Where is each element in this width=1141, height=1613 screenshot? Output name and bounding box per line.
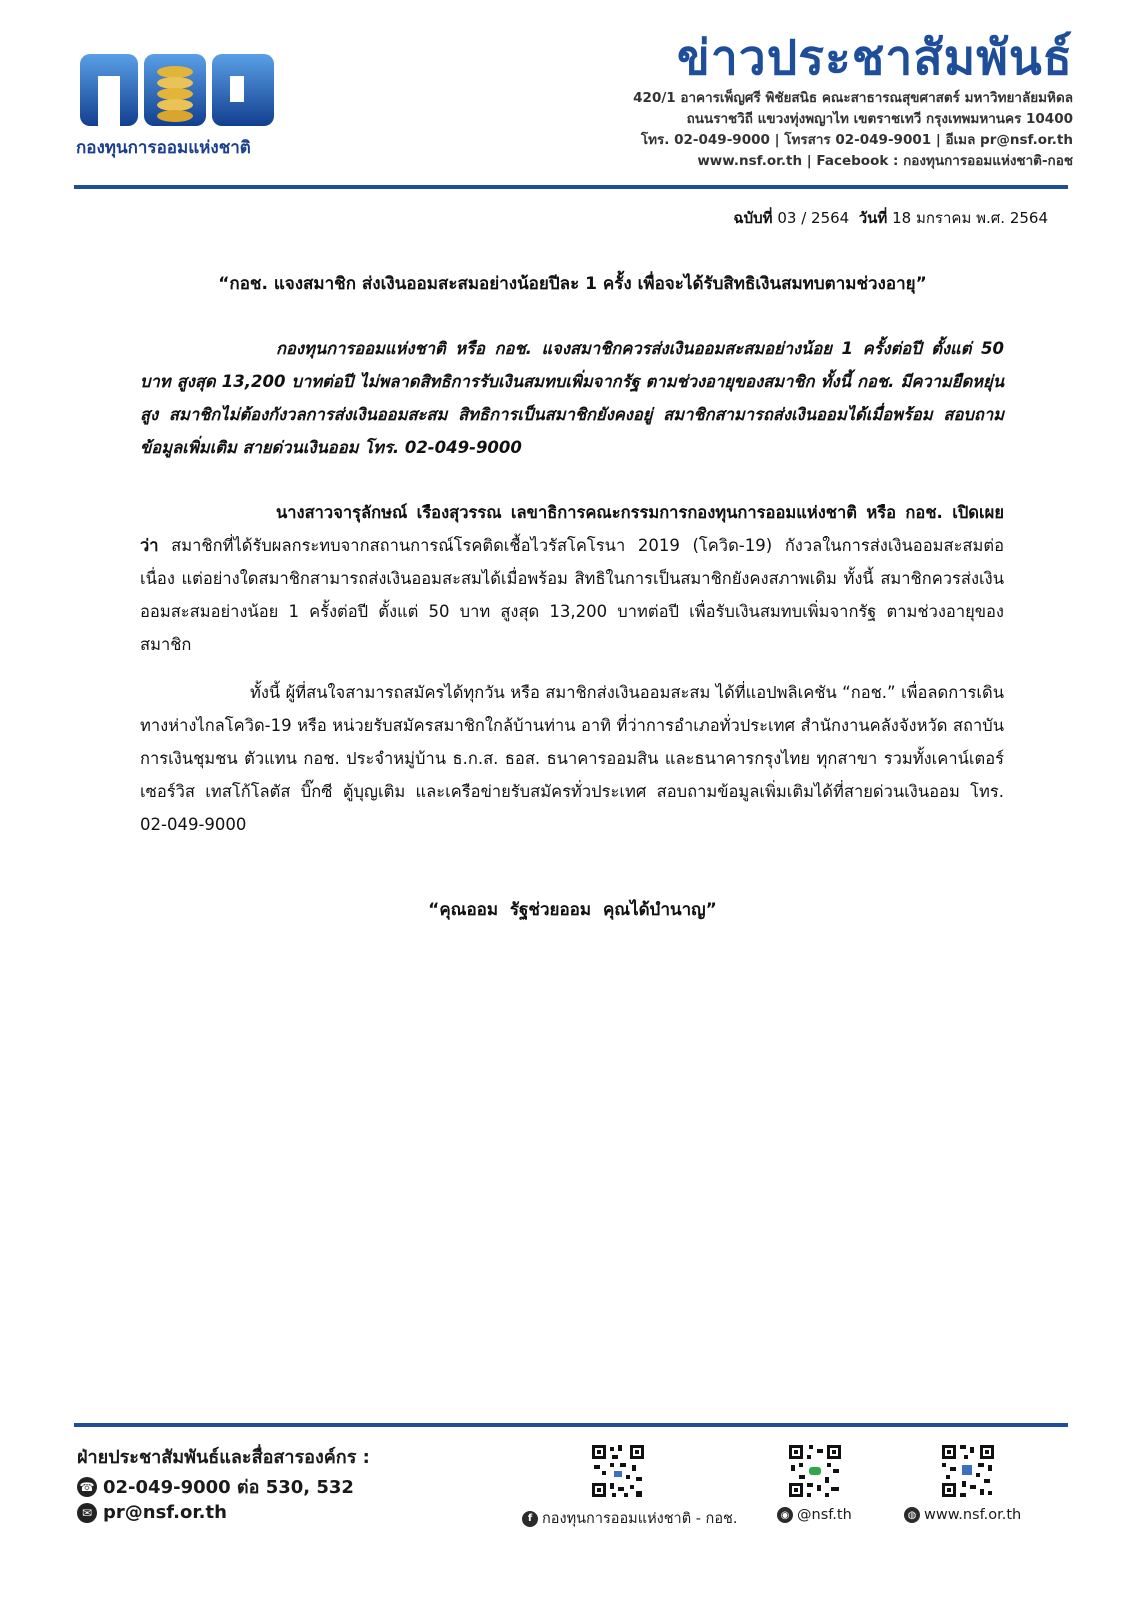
qr-code-icon — [590, 1443, 646, 1499]
address-line-2: ถนนราชวิถี แขวงทุ่งพญาไท เขตราชเทวี กรุงเทพมหานคร 10400 — [686, 111, 1073, 127]
qr-code-icon — [787, 1443, 843, 1499]
facebook-label: กองทุนการออมแห่งชาติ - กอช. — [542, 1511, 738, 1527]
logo-subtitle: กองทุนการออมแห่งชาติ — [76, 138, 251, 158]
header-info — [633, 28, 1073, 172]
email-icon: ✉ — [77, 1503, 97, 1523]
qr-code-icon — [940, 1443, 996, 1499]
issue-date-label: วันที่ — [858, 209, 888, 227]
globe-icon: ◍ — [904, 1507, 920, 1523]
body-paragraph-2: ทั้งนี้ ผู้ที่สนใจสามารถสมัครได้ทุกวัน หรือ สมาชิกส่งเงินออมสะสม ได้ที่แอปพลิเคชัน “กอช.” เพื่อลดการเดินทางห่างไกลโควิด-19 หรือ หน่วยรับสมัครสมาชิกใกล้บ้านท่าน อาทิ ที่ว่าการอำเภอทั่วประเทศ สำนักงานคลังจังหวัด สถาบันการเงินชุมชน ตัวแทน กอช. ประจำหมู่บ้าน ธ.ก.ส. ธอส. ธนาคารออมสิน และธนาคารกรุงไทย ทุกสาขา รวมทั้งเคาน์เตอร์เซอร์วิส เทสโก้โลตัส บิ๊กซี ตู้บุญเติม และเครือข่ายรับสมัครทั่วประเทศ สอบถามข้อมูลเพิ่มเติมได้ที่สายด่วนเงินออม โทร. 02-049-9000 — [140, 683, 1004, 834]
footer-divider — [74, 1423, 1068, 1427]
facebook-qr-code — [590, 1443, 646, 1499]
paragraph-1-text: สมาชิกที่ได้รับผลกระทบจากสถานการณ์โรคติดเชื้อไวรัสโคโรนา 2019 (โควิด-19) กังวลในการส่งเงินออมสะสมต่อเนื่อง แต่อย่างใดสมาชิกสามารถส่งเงินออมสะสมได้เมื่อพร้อม สิทธิในการเป็นสมาชิกยังคงสภาพเดิม ทั้งนี้ สมาชิกควรส่งเงินออมสะสมอย่างน้อย 1 ครั้งต่อปี ตั้งแต่ 50 บาท สูงสุด 13,200 บาทต่อปี เพื่อรับเงินสมทบเพิ่มจากรัฐ ตามช่วงอายุของสมาชิก — [140, 536, 1004, 654]
address-line-3: โทร. 02-049-9000 | โทรสาร 02-049-9001 | อีเมล pr@nsf.or.th — [640, 132, 1073, 148]
line-icon: ◉ — [777, 1507, 793, 1523]
footer-email-text: pr@nsf.or.th — [103, 1502, 227, 1523]
address-line-4: www.nsf.or.th | Facebook : กองทุนการออมแห่งชาติ-กอช — [697, 153, 1073, 169]
address-line-1: 420/1 อาคารเพ็ญศรี พิชัยสนิธ คณะสาธารณสุขศาสตร์ มหาวิทยาลัยมหิดล — [633, 90, 1073, 106]
headline: “กอช. แจงสมาชิก ส่งเงินออมสะสมอย่างน้อยปีละ 1 ครั้ง เพื่อจะได้รับสิทธิเงินสมทบตามช่วงอายุ” — [218, 274, 927, 294]
line-link[interactable] — [777, 1507, 852, 1523]
facebook-link[interactable] — [522, 1507, 738, 1530]
issue-number-label: ฉบับที่ — [733, 209, 773, 227]
issue-line — [733, 206, 1048, 230]
facebook-icon: f — [522, 1511, 538, 1527]
header-divider — [74, 185, 1068, 189]
nsf-logo — [78, 50, 278, 130]
line-qr-code — [787, 1443, 843, 1499]
website-qr-code — [940, 1443, 996, 1499]
slogan: “คุณออม รัฐช่วยออม คุณได้บำนาญ” — [428, 900, 717, 920]
body-paragraph-1 — [140, 496, 1004, 661]
footer-department: ฝ่ายประชาสัมพันธ์และสื่อสารองค์กร : — [77, 1447, 370, 1468]
web-label: www.nsf.or.th — [924, 1507, 1022, 1523]
footer-email — [77, 1502, 227, 1523]
issue-number: 03 / 2564 — [777, 209, 850, 227]
lead-paragraph: กองทุนการออมแห่งชาติ หรือ กอช. แจงสมาชิกควรส่งเงินออมสะสมอย่างน้อย 1 ครั้งต่อปี ตั้งแต่ 50 บาท สูงสุด 13,200 บาทต่อปี ไม่พลาดสิทธิการรับเงินสมทบเพิ่มจากรัฐ ตามช่วงอายุของสมาชิก ทั้งนี้ กอช. มีความยืดหยุ่นสูง สมาชิกไม่ต้องกังวลการส่งเงินออมสะสม สิทธิการเป็นสมาชิกยังคงอยู่ สมาชิกสามารถส่งเงินออมได้เมื่อพร้อม สอบถามข้อมูลเพิ่มเติม สายด่วนเงินออม โทร. 02-049-9000 — [140, 339, 1004, 457]
phone-icon: ☎ — [77, 1477, 97, 1497]
page-title: ข่าวประชาสัมพันธ์ — [677, 30, 1073, 86]
nsf-logo-graphic — [78, 50, 278, 130]
paragraph-1-lead: นางสาวจารุลักษณ์ เรืองสุวรรณ เลขาธิการคณะกรรมการกองทุนการออมแห่งชาติ หรือ กอช. เปิดเผยว่า — [140, 503, 1004, 555]
line-label: @nsf.th — [797, 1507, 852, 1523]
issue-date: 18 มกราคม พ.ศ. 2564 — [892, 209, 1048, 227]
website-link[interactable] — [904, 1507, 1021, 1523]
footer-phone — [77, 1472, 354, 1501]
footer-phone-text: 02-049-9000 ต่อ 530, 532 — [103, 1477, 354, 1498]
